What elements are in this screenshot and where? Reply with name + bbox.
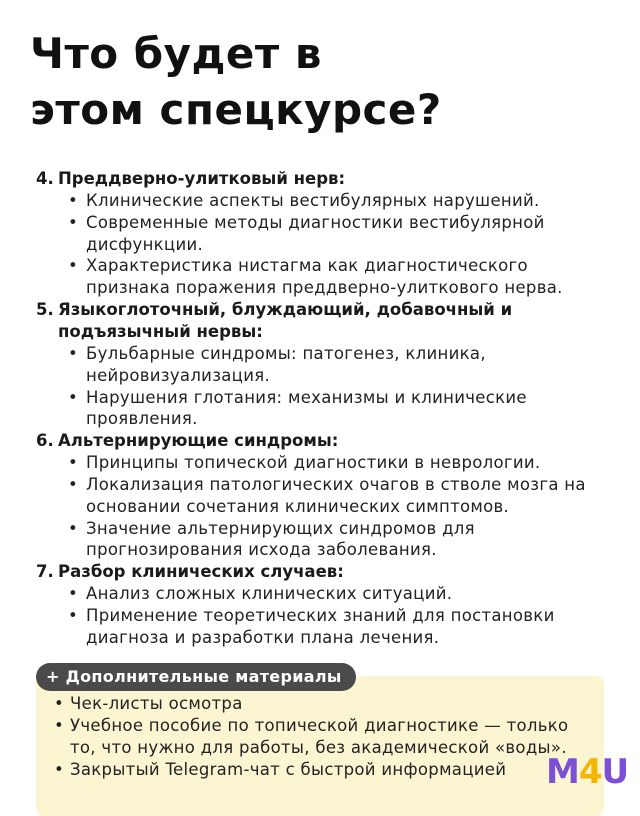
brand-logo: M4U bbox=[546, 752, 629, 792]
page-title bbox=[30, 26, 442, 138]
course-sections bbox=[36, 168, 616, 649]
section-number: 5. bbox=[36, 299, 54, 319]
section-clinical-cases bbox=[36, 561, 616, 648]
list-item: • Анализ сложных клинических ситуаций. bbox=[66, 583, 616, 605]
list-item: • Клинические аспекты вестибулярных нарушений. bbox=[66, 190, 616, 212]
list-item: • Чек-листы осмотра bbox=[52, 693, 592, 715]
list-item: • Значение альтернирующих синдромов для прогнозирования исхода заболевания. bbox=[66, 518, 616, 562]
section-number: 4. bbox=[36, 169, 54, 188]
section-alternating-syndromes bbox=[36, 430, 616, 561]
section-heading bbox=[36, 430, 616, 452]
section-title: Разбор клинических случаев: bbox=[58, 562, 344, 582]
section-heading bbox=[36, 561, 616, 583]
section-list bbox=[36, 190, 616, 299]
list-item: • Применение теоретических знаний для постановки диагноза и разработки плана лечения. bbox=[66, 605, 616, 649]
title-line-2: этом спецкурсе? bbox=[30, 85, 442, 134]
list-item: • Современные методы диагностики вестибулярной дисфункции. bbox=[66, 212, 616, 256]
extra-materials-list bbox=[52, 693, 592, 781]
title-line-1: Что будет в bbox=[30, 29, 322, 78]
section-bulbar-nerves bbox=[36, 299, 616, 430]
section-title: Языкоглоточный, блуждающий, добавочный и подъязычный нервы: bbox=[58, 299, 513, 341]
section-vestibulocochlear bbox=[36, 168, 616, 299]
list-item: • Бульбарные синдромы: патогенез, клиника, нейровизуализация. bbox=[66, 343, 616, 387]
list-item: • Закрытый Telegram-чат с быстрой информацией bbox=[52, 759, 592, 781]
section-list bbox=[36, 583, 616, 648]
list-item: • Характеристика нистагма как диагностического признака поражения преддверно-улиткового нерва. bbox=[66, 255, 616, 299]
section-title: Альтернирующие синдромы: bbox=[58, 431, 339, 451]
list-item: • Учебное пособие по топической диагностике — только то, что нужно для работы, без академической «воды». bbox=[52, 715, 592, 759]
section-number: 6. bbox=[36, 431, 54, 451]
section-number: 7. bbox=[36, 562, 54, 582]
section-heading bbox=[36, 168, 616, 190]
section-title: Преддверно-улитковый нерв: bbox=[58, 169, 346, 188]
list-item: • Локализация патологических очагов в стволе мозга на основании сочетания клинических симптомов. bbox=[66, 474, 616, 518]
list-item: • Принципы топической диагностики в неврологии. bbox=[66, 452, 616, 474]
list-item: • Нарушения глотания: механизмы и клинические проявления. bbox=[66, 387, 616, 431]
section-list bbox=[36, 343, 616, 430]
section-heading bbox=[36, 299, 616, 343]
section-list bbox=[36, 452, 616, 561]
extra-materials-badge: + Дополнительные материалы bbox=[36, 663, 356, 691]
